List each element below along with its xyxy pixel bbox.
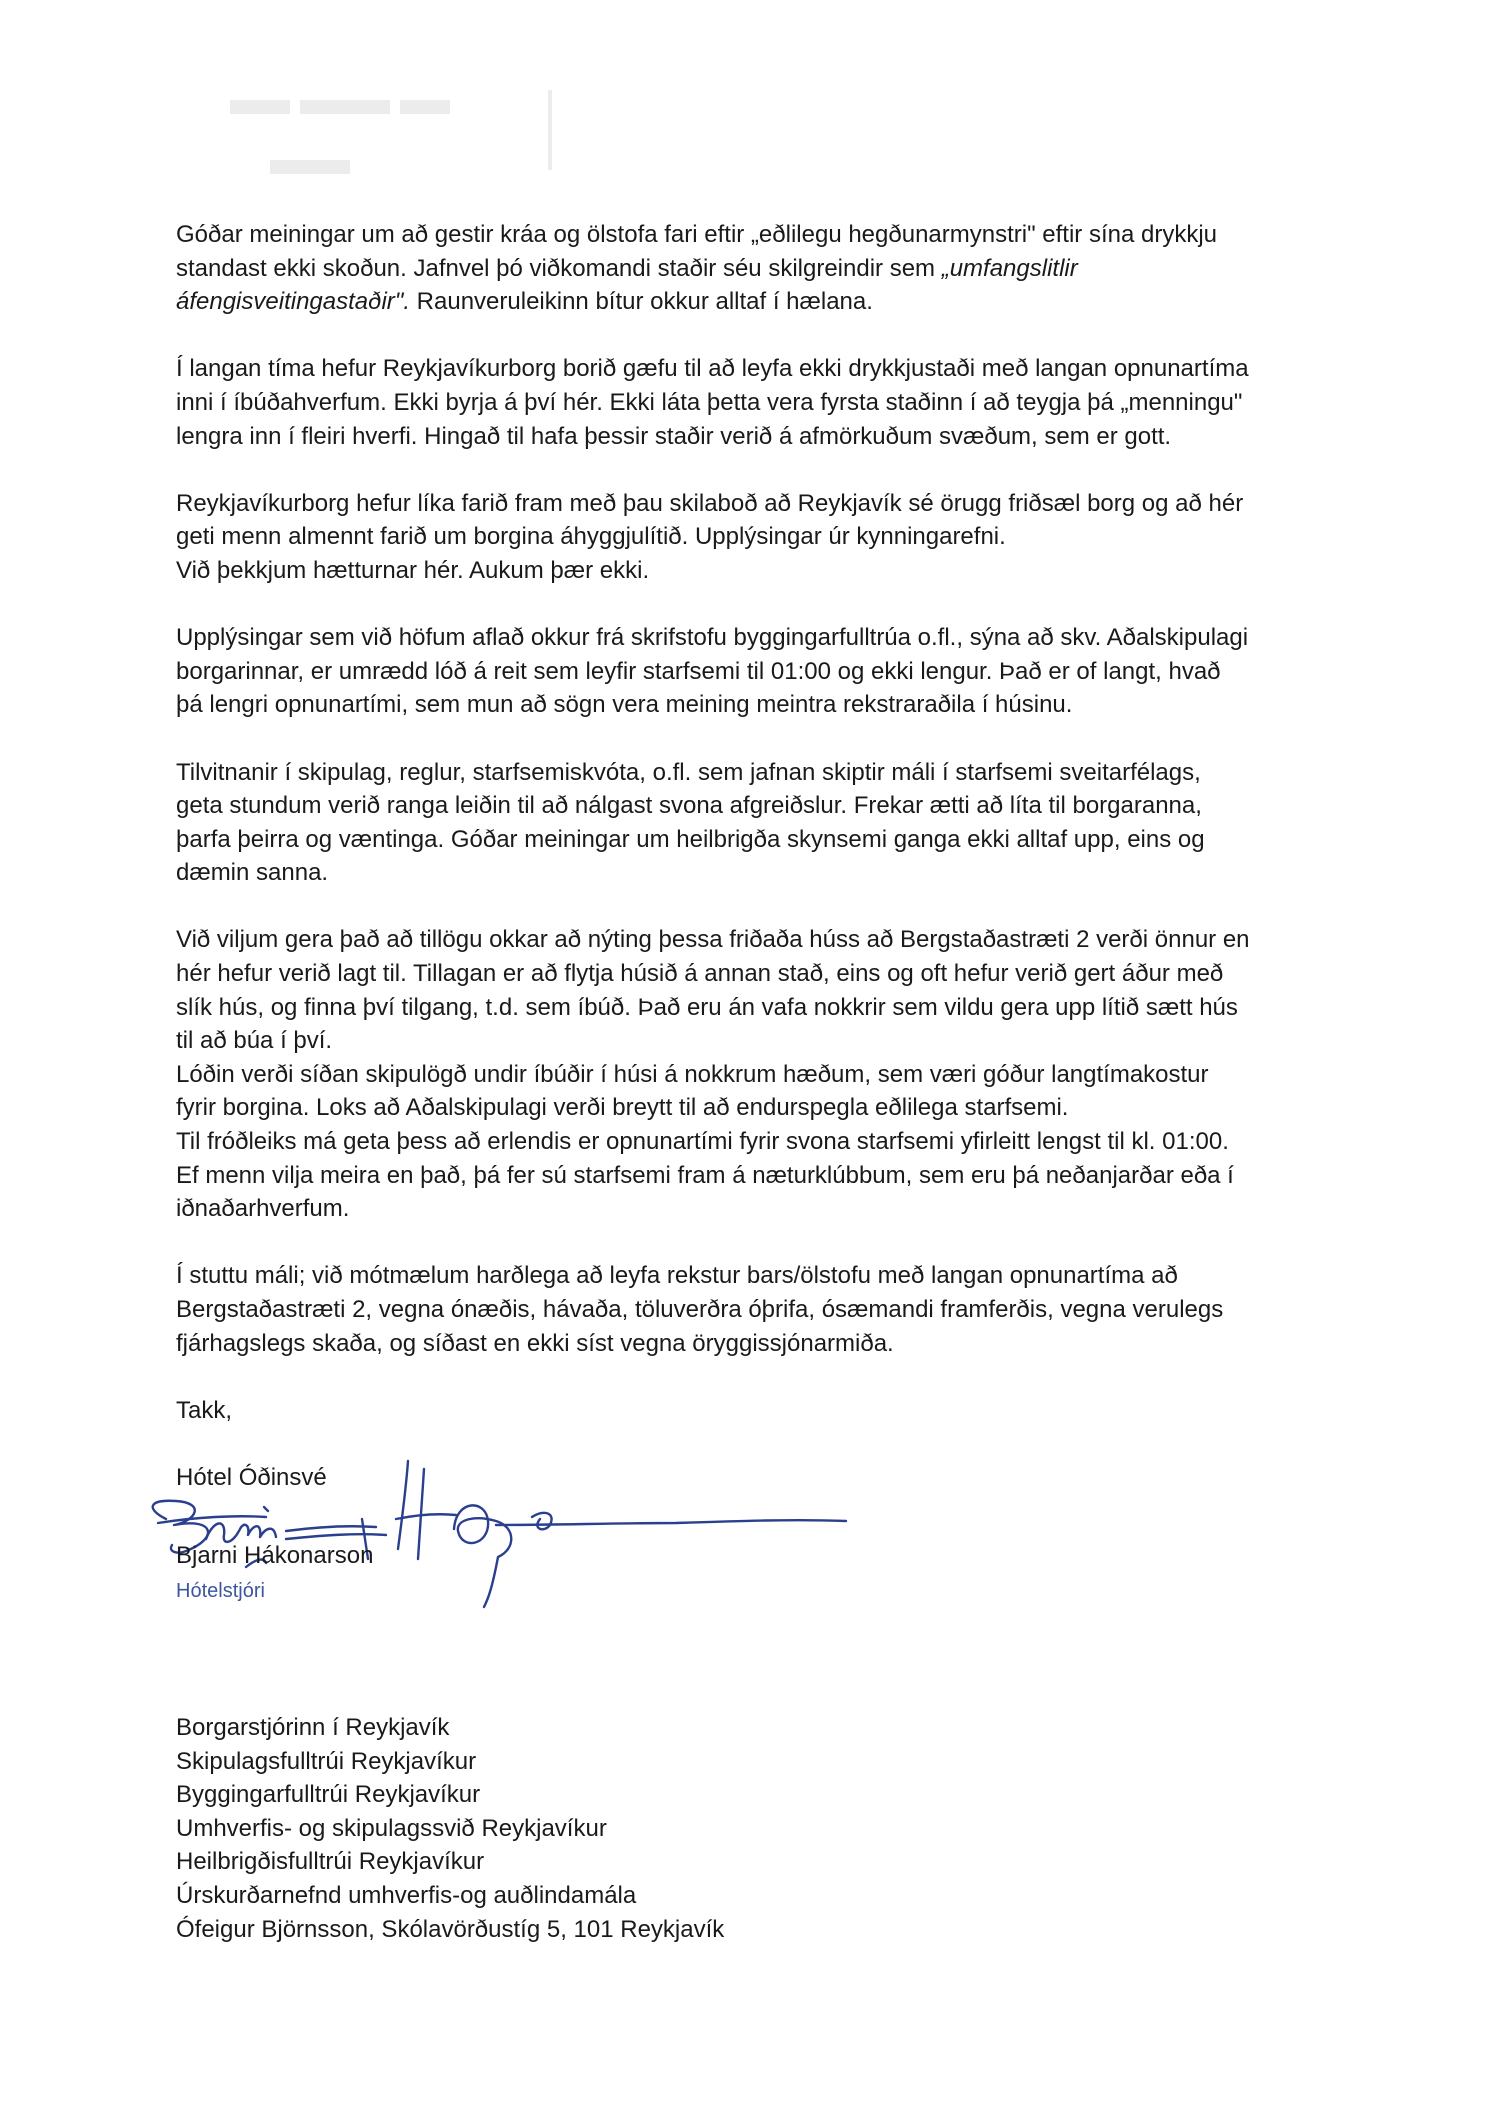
organization-name: Hótel Óðinsvé xyxy=(176,1463,327,1491)
text-line: Í stuttu máli; við mótmælum harðlega að leyfa rekstur bars/ölstofu með langan opnunartíma að xyxy=(176,1262,1178,1290)
closing: Takk, xyxy=(176,1396,233,1424)
text-line: slík hús, og finna því tilgang, t.d. sem íbúð. Það eru án vafa nokkrir sem vildu gera upp lítið sætt hús xyxy=(176,993,1238,1021)
text-line: Til fróðleiks má geta þess að erlendis er opnunartími fyrir svona starfsemi yfirleitt lengst til kl. 01:00. xyxy=(176,1128,1229,1156)
text-line: Reykjavíkurborg hefur líka farið fram með þau skilaboð að Reykjavík sé örugg friðsæl borg og að hér xyxy=(176,489,1244,517)
paragraph-5 xyxy=(176,756,1336,890)
text-line: geti menn almennt farið um borgina áhyggjulítið. Upplýsingar úr kynningarefni. xyxy=(176,523,1006,551)
recipient-item: Úrskurðarnefnd umhverfis-og auðlindamála xyxy=(176,1881,637,1909)
text-line: Tilvitnanir í skipulag, reglur, starfsemiskvóta, o.fl. sem jafnan skiptir máli í starfsemi sveitarfélags, xyxy=(176,758,1201,786)
recipient-item: Borgarstjórinn í Reykjavík xyxy=(176,1714,450,1741)
recipient-list xyxy=(176,1711,724,1946)
text-line: hér hefur verið lagt til. Tillagan er að flytja húsið á annan stað, eins og oft hefur verið gert áður með xyxy=(176,960,1224,988)
text-line: Í langan tíma hefur Reykjavíkurborg borið gæfu til að leyfa ekki drykkjustaði með langan opnunartíma xyxy=(176,355,1249,383)
text-line: borgarinnar, er umrædd lóð á reit sem leyfir starfsemi til 01:00 og ekki lengur. Það er of langt, hvað xyxy=(176,657,1221,685)
text-line: Við viljum gera það að tillögu okkar að nýting þessa friðaða húss að Bergstaðastræti 2 verði önnur en xyxy=(176,926,1250,954)
text-line: Við þekkjum hætturnar hér. Aukum þær ekki. xyxy=(176,556,650,584)
text-line: Góðar meiningar um að gestir kráa og ölstofa fari eftir „eðlilegu hegðunarmynstri" eftir sína drykkju xyxy=(176,221,1217,248)
text-line: Bergstaðastræti 2, vegna ónæðis, hávaða, töluverðra óþrifa, ósæmandi framferðis, vegna verulegs xyxy=(176,1296,1224,1323)
signer-name: Bjarni Hákonarson xyxy=(176,1541,374,1569)
letter-body xyxy=(176,218,1336,1645)
text-line xyxy=(176,285,1336,319)
signature-block xyxy=(176,1495,1336,1645)
text-line: inni í íbúðahverfum. Ekki byrja á því hér. Ekki láta þetta vera fyrsta staðinn í að teygja þá „menningu" xyxy=(176,388,1243,416)
text-segment: standast ekki skoðun. Jafnvel þó viðkomandi staðir séu skilgreindir sem xyxy=(176,254,942,282)
text-line: Lóðin verði síðan skipulögð undir íbúðir í húsi á nokkrum hæðum, sem væri góður langtímakostur xyxy=(176,1060,1209,1088)
recipient-item: Ófeigur Björnsson, Skólavörðustíg 5, 101 Reykjavík xyxy=(176,1915,725,1943)
paragraph-3 xyxy=(176,487,1336,588)
recipient-item: Byggingarfulltrúi Reykjavíkur xyxy=(176,1781,481,1809)
text-line: Ef menn vilja meira en það, þá fer sú starfsemi fram á næturklúbbum, sem eru þá neðanjarðar eða í xyxy=(176,1161,1234,1189)
recipient-item: Umhverfis- og skipulagssvið Reykjavíkur xyxy=(176,1814,607,1842)
text-line xyxy=(176,252,1336,286)
recipient-item: Skipulagsfulltrúi Reykjavíkur xyxy=(176,1747,477,1775)
text-line: geta stundum verið ranga leiðin til að nálgast svona afgreiðslur. Frekar ætti að líta til borgaranna, xyxy=(176,792,1202,820)
text-line: til að búa í því. xyxy=(176,1027,333,1055)
paragraph-2 xyxy=(176,352,1336,453)
paragraph-7 xyxy=(176,1259,1336,1360)
italic-segment: áfengisveitingastaðir". xyxy=(176,288,410,316)
text-line: fjárhagslegs skaða, og síðast en ekki síst vegna öryggissjónarmiða. xyxy=(176,1329,894,1357)
text-line: þá lengri opnunartími, sem mun að sögn vera meining meintra rekstraraðila í húsinu. xyxy=(176,691,1073,719)
recipient-item: Heilbrigðisfulltrúi Reykjavíkur xyxy=(176,1848,485,1876)
text-segment: Raunveruleikinn bítur okkur alltaf í hælana. xyxy=(410,288,873,316)
text-line: þarfa þeirra og væntinga. Góðar meiningar um heilbrigða skynsemi ganga ekki alltaf upp, eins og xyxy=(176,825,1205,853)
faint-letterhead-mark xyxy=(230,90,570,200)
paragraph-1 xyxy=(176,218,1336,319)
italic-segment: „umfangslitlir xyxy=(941,254,1078,282)
text-line: dæmin sanna. xyxy=(176,859,329,887)
paragraph-6 xyxy=(176,923,1336,1225)
text-line: fyrir borgina. Loks að Aðalskipulagi verði breytt til að endurspegla eðlilega starfsemi. xyxy=(176,1094,1069,1122)
text-line: iðnaðarhverfum. xyxy=(176,1195,350,1223)
text-line: lengra inn í fleiri hverfi. Hingað til hafa þessir staðir verið á afmörkuðum svæðum, sem er gott. xyxy=(176,422,1172,450)
paragraph-4 xyxy=(176,621,1336,722)
signer-title: Hótelstjóri xyxy=(176,1579,265,1602)
text-line: Upplýsingar sem við höfum aflað okkur frá skrifstofu byggingarfulltrúa o.fl., sýna að skv. Aðalskipulagi xyxy=(176,624,1249,652)
